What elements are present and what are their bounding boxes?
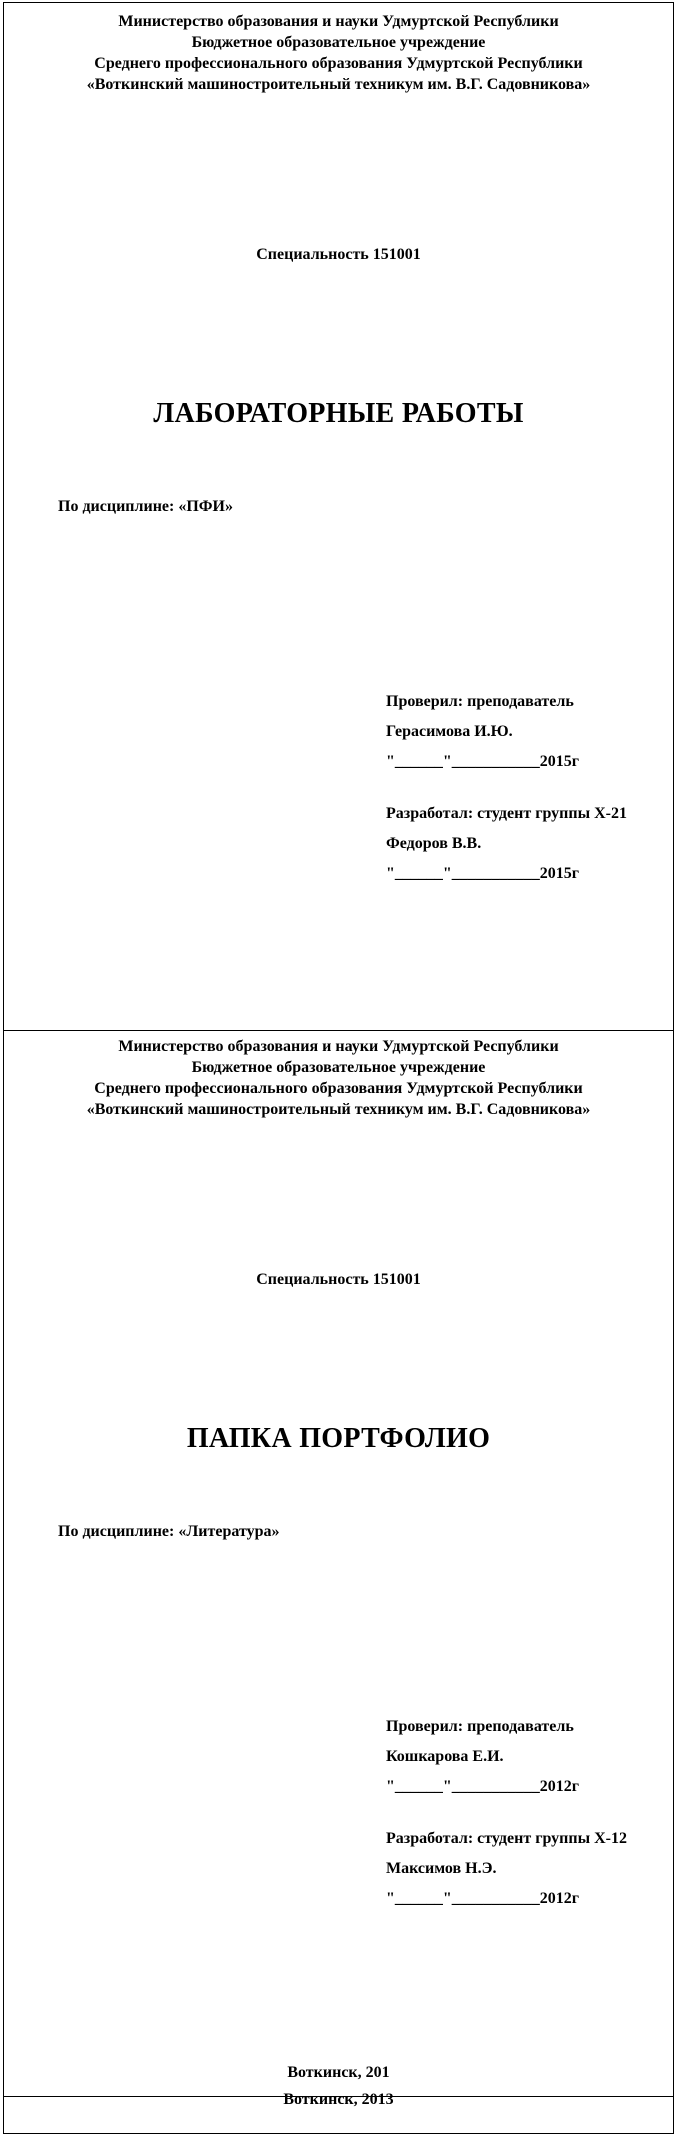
ministry-line: «Воткинский машиностроительный техникум им. В.Г. Садовникова»	[86, 1101, 591, 1118]
ministry-line: Министерство образования и науки Удмуртской Республики	[118, 1038, 559, 1055]
ministry-line: Среднего профессионального образования Удмуртской Республики	[94, 55, 583, 72]
checked-by-label: Проверил: преподаватель	[386, 1718, 574, 1735]
checked-by-name: Герасимова И.Ю.	[386, 723, 513, 740]
document-title: ПАПКА ПОРТФОЛИО	[186, 1423, 491, 1454]
city-year: Воткинск, 201	[287, 2064, 390, 2081]
developed-by-name: Максимов Н.Э.	[386, 1860, 497, 1877]
title-page-3-partial	[3, 2091, 674, 2134]
checked-by-date: "______"___________2015г	[386, 753, 580, 770]
checked-by-date: "______"___________2012г	[386, 1778, 580, 1795]
developed-by-label: Разработал: студент группы Х-21	[386, 805, 627, 822]
ministry-line: Министерство образования и науки Удмуртской Республики	[118, 13, 559, 30]
signature-block	[386, 687, 627, 889]
ministry-line: «Воткинский машиностроительный техникум им. В.Г. Садовникова»	[86, 76, 591, 93]
developed-by-name: Федоров В.В.	[386, 835, 482, 852]
ministry-line: Бюджетное образовательное учреждение	[191, 1059, 486, 1076]
developed-by-date: "______"___________2015г	[386, 865, 580, 882]
specialty: Специальность 151001	[256, 246, 421, 263]
ministry-line: Среднего профессионального образования Удмуртской Республики	[94, 1080, 583, 1097]
checked-by-name: Кошкарова Е.И.	[386, 1748, 504, 1765]
developed-by-label: Разработал: студент группы Х-12	[386, 1830, 627, 1847]
discipline: По дисциплине: «Литература»	[58, 1523, 280, 1540]
document-title: ЛАБОРАТОРНЫЕ РАБОТЫ	[153, 398, 524, 429]
signature-block	[386, 1712, 627, 1914]
discipline: По дисциплине: «ПФИ»	[58, 498, 233, 515]
specialty: Специальность 151001	[256, 1271, 421, 1288]
institution-header	[4, 11, 673, 95]
title-page-1	[3, 2, 674, 1031]
title-page-2	[3, 1030, 674, 2098]
developed-by-date: "______"___________2012г	[386, 1890, 580, 1907]
institution-header	[4, 1036, 673, 1120]
city-year: Воткинск, 2013	[283, 2091, 394, 2108]
ministry-line: Бюджетное образовательное учреждение	[191, 34, 486, 51]
checked-by-label: Проверил: преподаватель	[386, 693, 574, 710]
